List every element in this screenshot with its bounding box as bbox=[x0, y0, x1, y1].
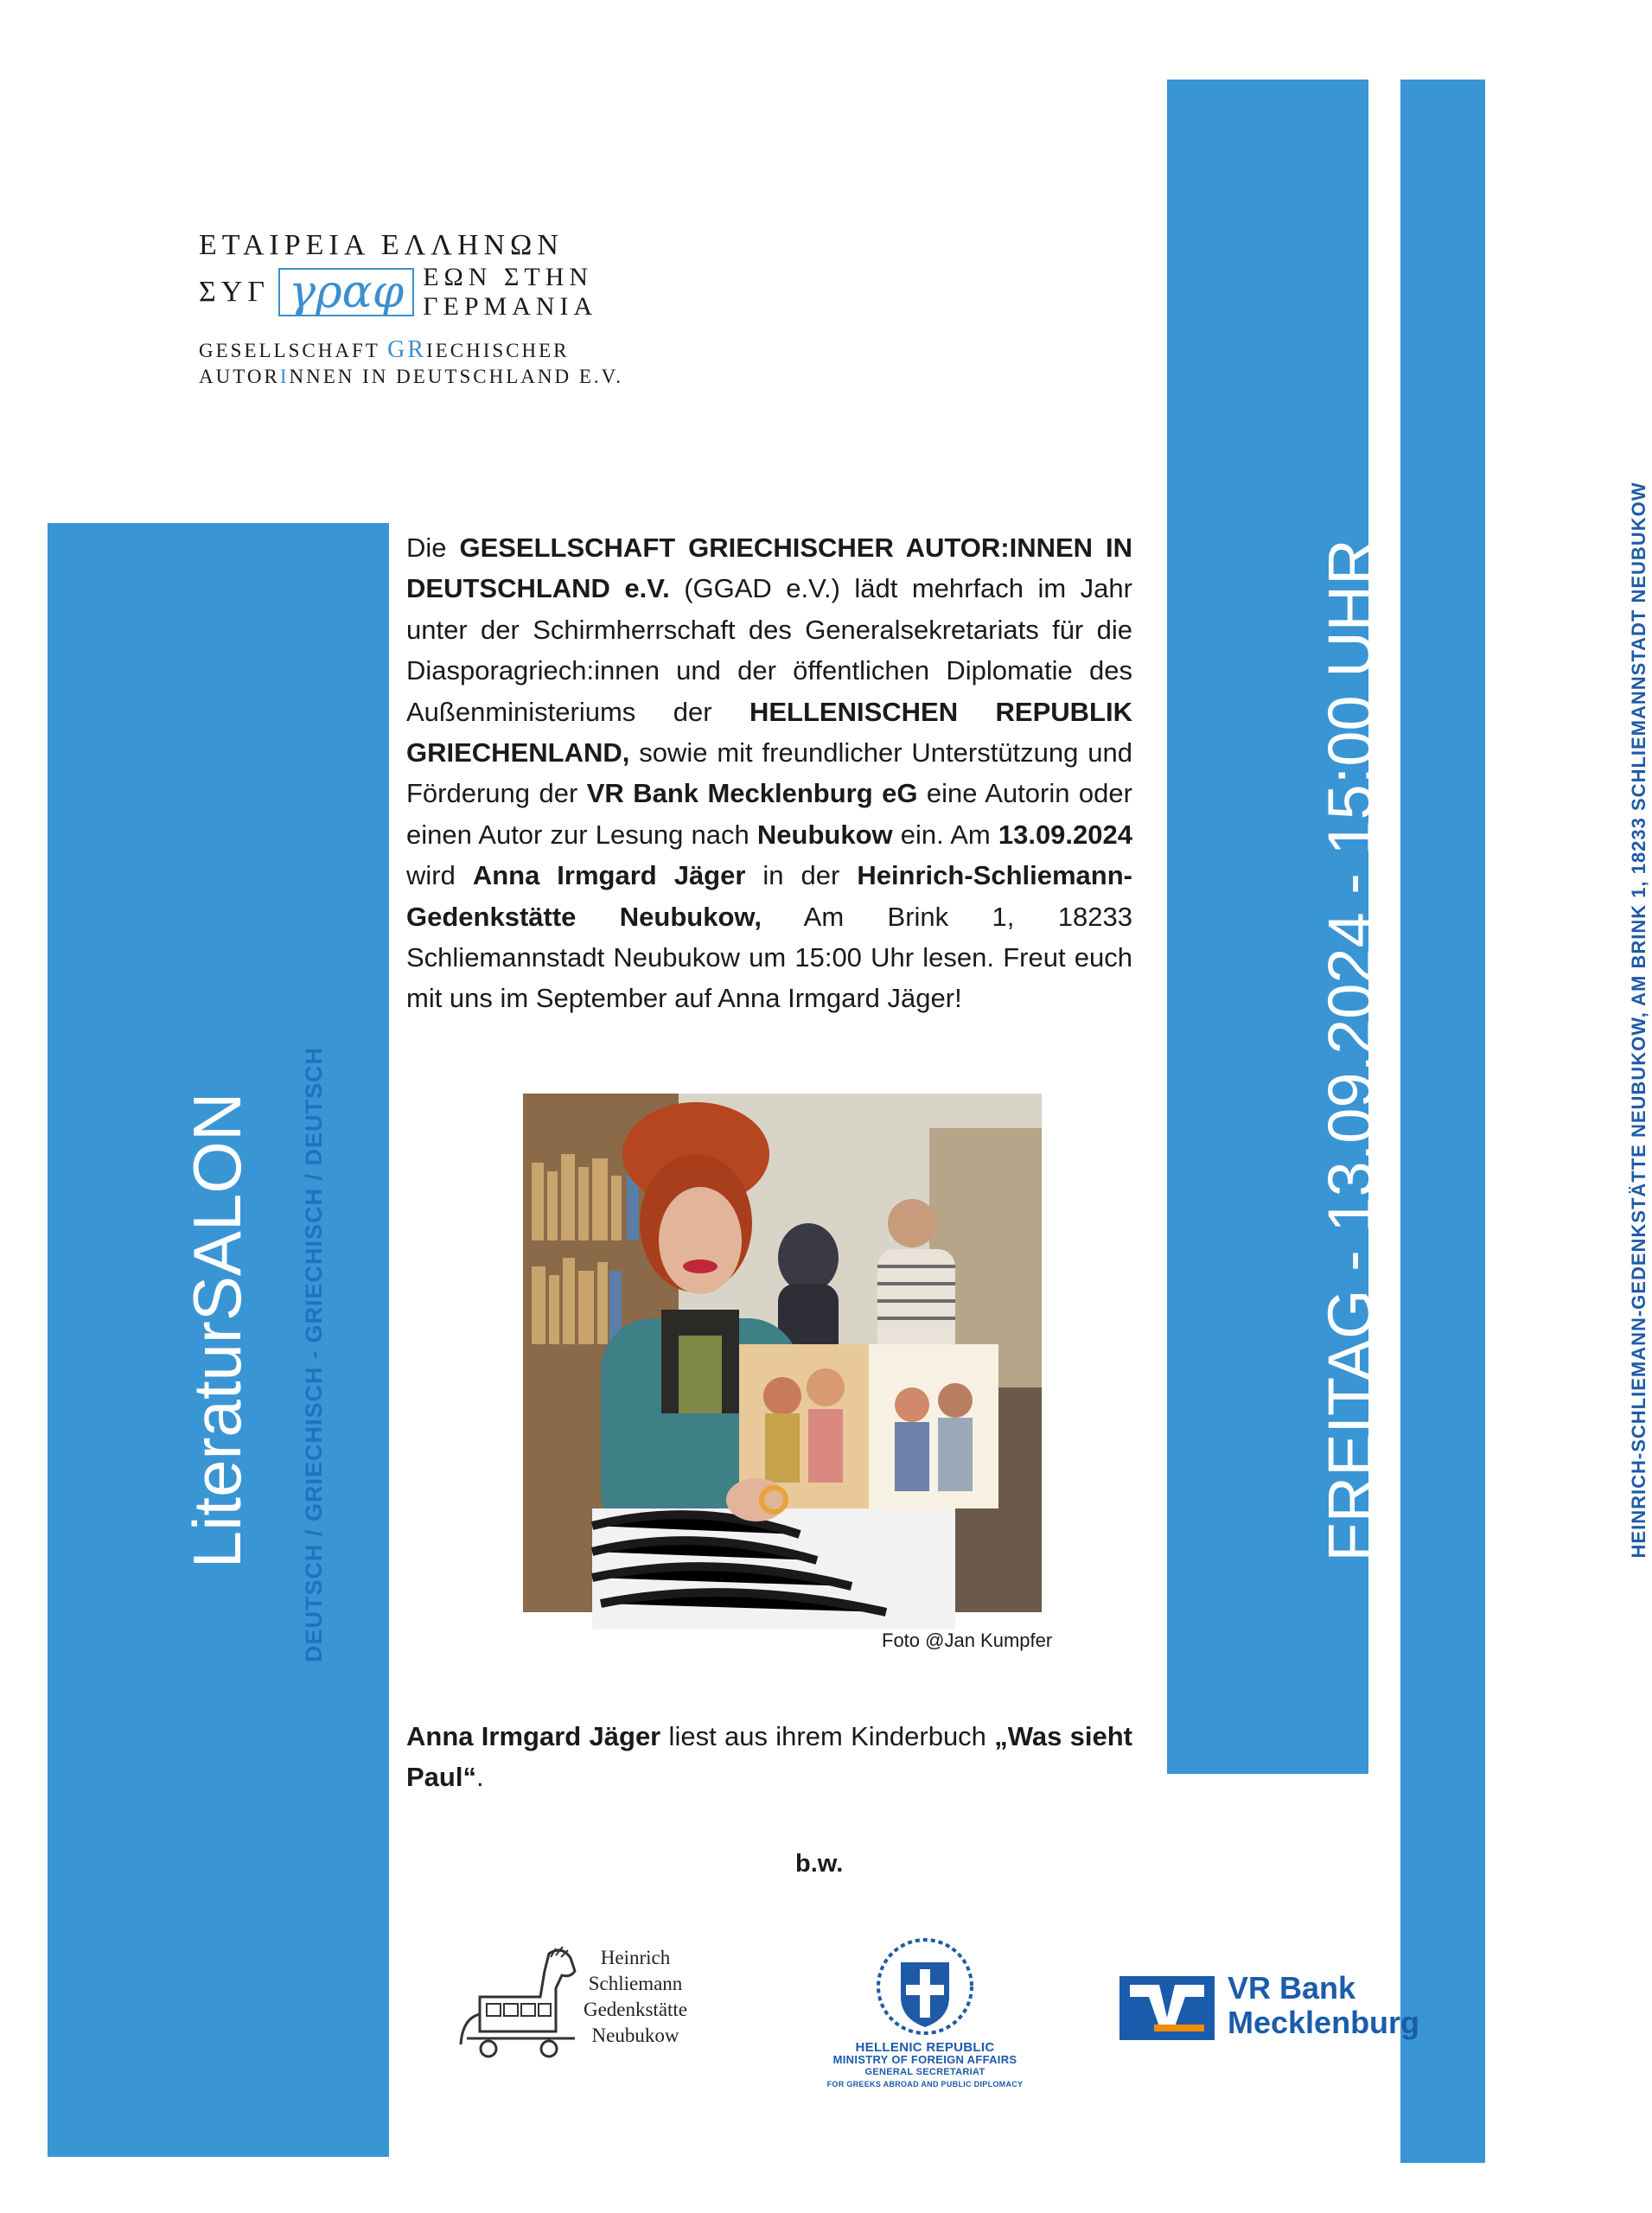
body-b2: HELLENISCHEN REPUBLIK GRIECHENLAND, bbox=[406, 696, 1132, 768]
body-t8: Am Brink 1, 18233 Schliemannstadt Neubukow um 15:00 Uhr lesen. Freut euch mit uns im September auf Anna Irmgard Jäger! bbox=[406, 901, 1132, 1014]
vr-bank-line2: Mecklenburg bbox=[1228, 2005, 1420, 2040]
logo-german-line1 bbox=[199, 336, 631, 364]
right-blue-bar-narrow bbox=[1400, 80, 1485, 2163]
logo-de2-b: I bbox=[279, 366, 290, 387]
body-t7: in der bbox=[745, 860, 858, 891]
body-b6: Anna Irmgard Jäger bbox=[472, 860, 746, 891]
logo-de2-c: NNEN IN DEUTSCHLAND E.V. bbox=[289, 366, 624, 387]
schliemann-line3: Gedenkstätte bbox=[583, 1999, 688, 2020]
body-b7: Heinrich-Schliemann-Gedenkstätte Neubukow, bbox=[406, 860, 1132, 932]
languages-label: DEUTSCH / GRIECHISCH - GRIECHISCH / DEUTSCH bbox=[301, 1046, 327, 1663]
body-b3: VR Bank Mecklenburg eG bbox=[586, 778, 918, 809]
vr-bank-logo bbox=[1119, 1969, 1431, 2047]
logo-graph-mark: γραφ bbox=[278, 268, 414, 316]
body-b1: GESELLSCHAFT GRIECHISCHER AUTOR:INNEN IN DEUTSCHLAND e.V. bbox=[406, 533, 1132, 604]
logo-de1-b: GR bbox=[387, 336, 427, 363]
body-t5: ein. Am bbox=[892, 819, 998, 850]
logo-greek-syg: ΣΥΓ bbox=[199, 276, 270, 308]
schliemann-line2: Schliemann bbox=[588, 1973, 683, 1994]
schliemann-line1: Heinrich bbox=[600, 1947, 671, 1968]
quote-book-title: „Was sieht Paul“ bbox=[406, 1721, 1132, 1792]
quote-t1: liest aus ihrem Kinderbuch bbox=[660, 1721, 995, 1751]
bitte-wenden-note: b.w. bbox=[795, 1850, 844, 1878]
logo-de1-a: GESELLSCHAFT bbox=[199, 340, 388, 361]
quote-author: Anna Irmgard Jäger bbox=[406, 1721, 661, 1751]
logo-german-line2 bbox=[199, 366, 631, 388]
body-t3: sowie mit freundlicher Unterstützung und Förderung der bbox=[406, 737, 1132, 809]
hellenic-line1: HELLENIC REPUBLIC bbox=[855, 2040, 995, 2055]
body-b4: Neubukow bbox=[756, 819, 893, 850]
schliemann-logo bbox=[454, 1936, 713, 2075]
ggad-logo bbox=[199, 229, 631, 388]
logo-de2-a: AUTOR bbox=[199, 366, 280, 387]
hellenic-line2: MINISTRY OF FOREIGN AFFAIRS bbox=[832, 2053, 1017, 2066]
hellenic-line4: FOR GREEKS ABROAD AND PUBLIC DIPLOMACY bbox=[826, 2080, 1024, 2089]
logo-greek-line3: ΓΕΡΜΑΝΙΑ bbox=[423, 292, 598, 321]
trojan-horse-icon bbox=[454, 1936, 592, 2066]
author-photo bbox=[523, 1094, 1042, 1612]
event-venue: HEINRICH-SCHLIEMANN-GEDENKSTÄTTE NEUBUKOW, AM BRINK 1, 18233 SCHLIEMANNSTADT NEUBUKOW bbox=[1628, 482, 1649, 1559]
body-t1: Die bbox=[406, 533, 460, 563]
logo-greek-line1: ΕΤΑΙΡΕΙΑ ΕΛΛΗΝΩΝ bbox=[199, 229, 564, 261]
body-t6: wird bbox=[406, 860, 473, 891]
body-t4: eine Autorin oder einen Autor zur Lesung nach bbox=[406, 778, 1132, 850]
reading-title bbox=[406, 1716, 1132, 1797]
literatursalon-title: LiteraturSALON bbox=[179, 1092, 255, 1569]
greek-emblem-icon bbox=[873, 1936, 977, 2040]
hellenic-line3: GENERAL SECRETARIAT bbox=[864, 2067, 985, 2077]
vr-bank-icon bbox=[1119, 1976, 1215, 2040]
hellenic-ministry-logo bbox=[795, 1936, 1055, 2089]
photo-credit: Foto @Jan Kumpfer bbox=[882, 1629, 1053, 1651]
intro-paragraph bbox=[406, 527, 1132, 1019]
logo-greek-line2: ΕΩΝ ΣΤΗΝ bbox=[423, 263, 594, 291]
schliemann-line4: Neubukow bbox=[591, 2025, 679, 2046]
author-photo-illustration bbox=[523, 1094, 1042, 1612]
vr-bank-line1: VR Bank bbox=[1228, 1970, 1356, 2006]
event-date-time: FREITAG - 13.09.2024 - 15:00 UHR bbox=[1315, 539, 1387, 1562]
logo-de1-c: IECHISCHER bbox=[426, 340, 570, 361]
body-b5: 13.09.2024 bbox=[998, 819, 1132, 850]
body-t2: (GGAD e.V.) lädt mehrfach im Jahr unter der Schirmherrschaft des Generalsekretariats für die Diasporagriech:innen und der öffentlichen Diplomatie des Außenministeriums der bbox=[406, 573, 1132, 727]
quote-t2: . bbox=[475, 1762, 484, 1792]
